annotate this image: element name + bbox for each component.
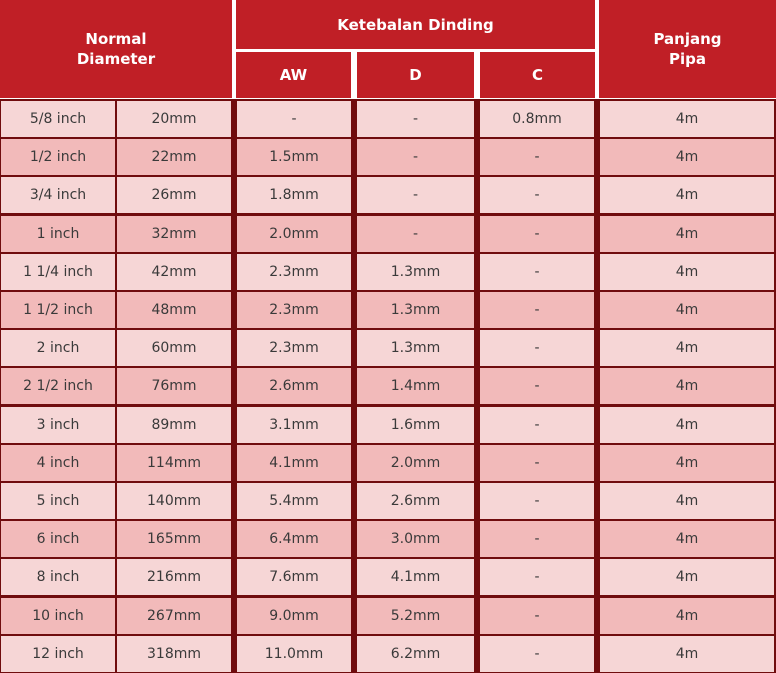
cell-mm: 89mm [117, 407, 231, 443]
cell-inch: 1/2 inch [1, 139, 115, 175]
cell-length: 4m [600, 598, 774, 634]
cell-c: - [480, 292, 594, 328]
cell-length: 4m [600, 139, 774, 175]
cell-mm: 114mm [117, 445, 231, 481]
cell-length: 4m [600, 254, 774, 290]
cell-c: - [480, 368, 594, 404]
cell-d: 2.6mm [357, 483, 474, 519]
cell-length: 4m [600, 445, 774, 481]
header-panjang-pipa [599, 0, 776, 98]
header-normal-diameter [0, 0, 232, 98]
cell-d: 1.6mm [357, 407, 474, 443]
cell-c: - [480, 177, 594, 213]
cell-length: 4m [600, 483, 774, 519]
cell-d: - [357, 139, 474, 175]
cell-mm: 140mm [117, 483, 231, 519]
cell-inch: 2 1/2 inch [1, 368, 115, 404]
cell-d: - [357, 177, 474, 213]
cell-inch: 5 inch [1, 483, 115, 519]
cell-inch: 3/4 inch [1, 177, 115, 213]
cell-aw: 2.6mm [237, 368, 351, 404]
cell-d: 1.3mm [357, 292, 474, 328]
cell-inch: 5/8 inch [1, 101, 115, 137]
cell-c: - [480, 216, 594, 252]
header-normal-diameter-label: Normal Diameter [76, 30, 156, 68]
table-row [0, 216, 776, 252]
cell-d: 2.0mm [357, 445, 474, 481]
cell-c: - [480, 598, 594, 634]
cell-inch: 10 inch [1, 598, 115, 634]
cell-aw: 2.3mm [237, 254, 351, 290]
table-row [0, 598, 776, 634]
table-row [0, 292, 776, 328]
cell-d: - [357, 216, 474, 252]
cell-aw: 9.0mm [237, 598, 351, 634]
cell-length: 4m [600, 559, 774, 595]
cell-aw: 6.4mm [237, 521, 351, 557]
cell-inch: 3 inch [1, 407, 115, 443]
header-ketebalan-dinding-label: Ketebalan Dinding [337, 15, 494, 34]
cell-d: - [357, 101, 474, 137]
cell-c: - [480, 407, 594, 443]
cell-c: - [480, 559, 594, 595]
cell-mm: 20mm [117, 101, 231, 137]
cell-length: 4m [600, 330, 774, 366]
cell-inch: 1 inch [1, 216, 115, 252]
cell-aw: 1.8mm [237, 177, 351, 213]
cell-aw: 4.1mm [237, 445, 351, 481]
table-row [0, 521, 776, 557]
header-c [480, 52, 595, 98]
cell-length: 4m [600, 636, 774, 672]
cell-d: 1.4mm [357, 368, 474, 404]
cell-aw: 5.4mm [237, 483, 351, 519]
table-body [0, 99, 776, 673]
cell-mm: 26mm [117, 177, 231, 213]
table-row [0, 445, 776, 481]
cell-c: - [480, 254, 594, 290]
cell-mm: 48mm [117, 292, 231, 328]
cell-d: 1.3mm [357, 330, 474, 366]
cell-inch: 2 inch [1, 330, 115, 366]
cell-inch: 1 1/2 inch [1, 292, 115, 328]
header-aw [236, 52, 351, 98]
cell-mm: 22mm [117, 139, 231, 175]
cell-length: 4m [600, 292, 774, 328]
cell-aw: 1.5mm [237, 139, 351, 175]
cell-c: - [480, 139, 594, 175]
table-row [0, 407, 776, 443]
cell-inch: 1 1/4 inch [1, 254, 115, 290]
cell-length: 4m [600, 407, 774, 443]
cell-inch: 4 inch [1, 445, 115, 481]
cell-c: - [480, 330, 594, 366]
table-row [0, 483, 776, 519]
cell-aw: 2.0mm [237, 216, 351, 252]
cell-mm: 32mm [117, 216, 231, 252]
cell-d: 5.2mm [357, 598, 474, 634]
table-row [0, 177, 776, 213]
cell-mm: 76mm [117, 368, 231, 404]
cell-inch: 6 inch [1, 521, 115, 557]
cell-c: - [480, 483, 594, 519]
cell-mm: 165mm [117, 521, 231, 557]
cell-d: 1.3mm [357, 254, 474, 290]
cell-inch: 12 inch [1, 636, 115, 672]
cell-length: 4m [600, 101, 774, 137]
cell-mm: 267mm [117, 598, 231, 634]
cell-c: - [480, 445, 594, 481]
table-row [0, 368, 776, 404]
cell-inch: 8 inch [1, 559, 115, 595]
cell-d: 6.2mm [357, 636, 474, 672]
table-row [0, 330, 776, 366]
cell-mm: 216mm [117, 559, 231, 595]
header-panjang-pipa-label: Panjang Pipa [653, 30, 722, 68]
cell-aw: 3.1mm [237, 407, 351, 443]
cell-c: 0.8mm [480, 101, 594, 137]
header-c-label: C [531, 66, 543, 84]
header-aw-label: AW [279, 66, 308, 84]
cell-length: 4m [600, 216, 774, 252]
table-row [0, 636, 776, 672]
cell-aw: 7.6mm [237, 559, 351, 595]
header-d [357, 52, 474, 98]
cell-aw: 11.0mm [237, 636, 351, 672]
table-row [0, 101, 776, 137]
cell-mm: 42mm [117, 254, 231, 290]
table-row [0, 559, 776, 595]
cell-aw: 2.3mm [237, 330, 351, 366]
cell-aw: - [237, 101, 351, 137]
cell-c: - [480, 521, 594, 557]
header-d-label: D [409, 66, 422, 84]
cell-aw: 2.3mm [237, 292, 351, 328]
cell-c: - [480, 636, 594, 672]
cell-mm: 60mm [117, 330, 231, 366]
header-ketebalan-dinding [236, 0, 595, 49]
cell-mm: 318mm [117, 636, 231, 672]
cell-length: 4m [600, 521, 774, 557]
cell-length: 4m [600, 177, 774, 213]
cell-d: 4.1mm [357, 559, 474, 595]
cell-d: 3.0mm [357, 521, 474, 557]
table-row [0, 139, 776, 175]
table-row [0, 254, 776, 290]
cell-length: 4m [600, 368, 774, 404]
